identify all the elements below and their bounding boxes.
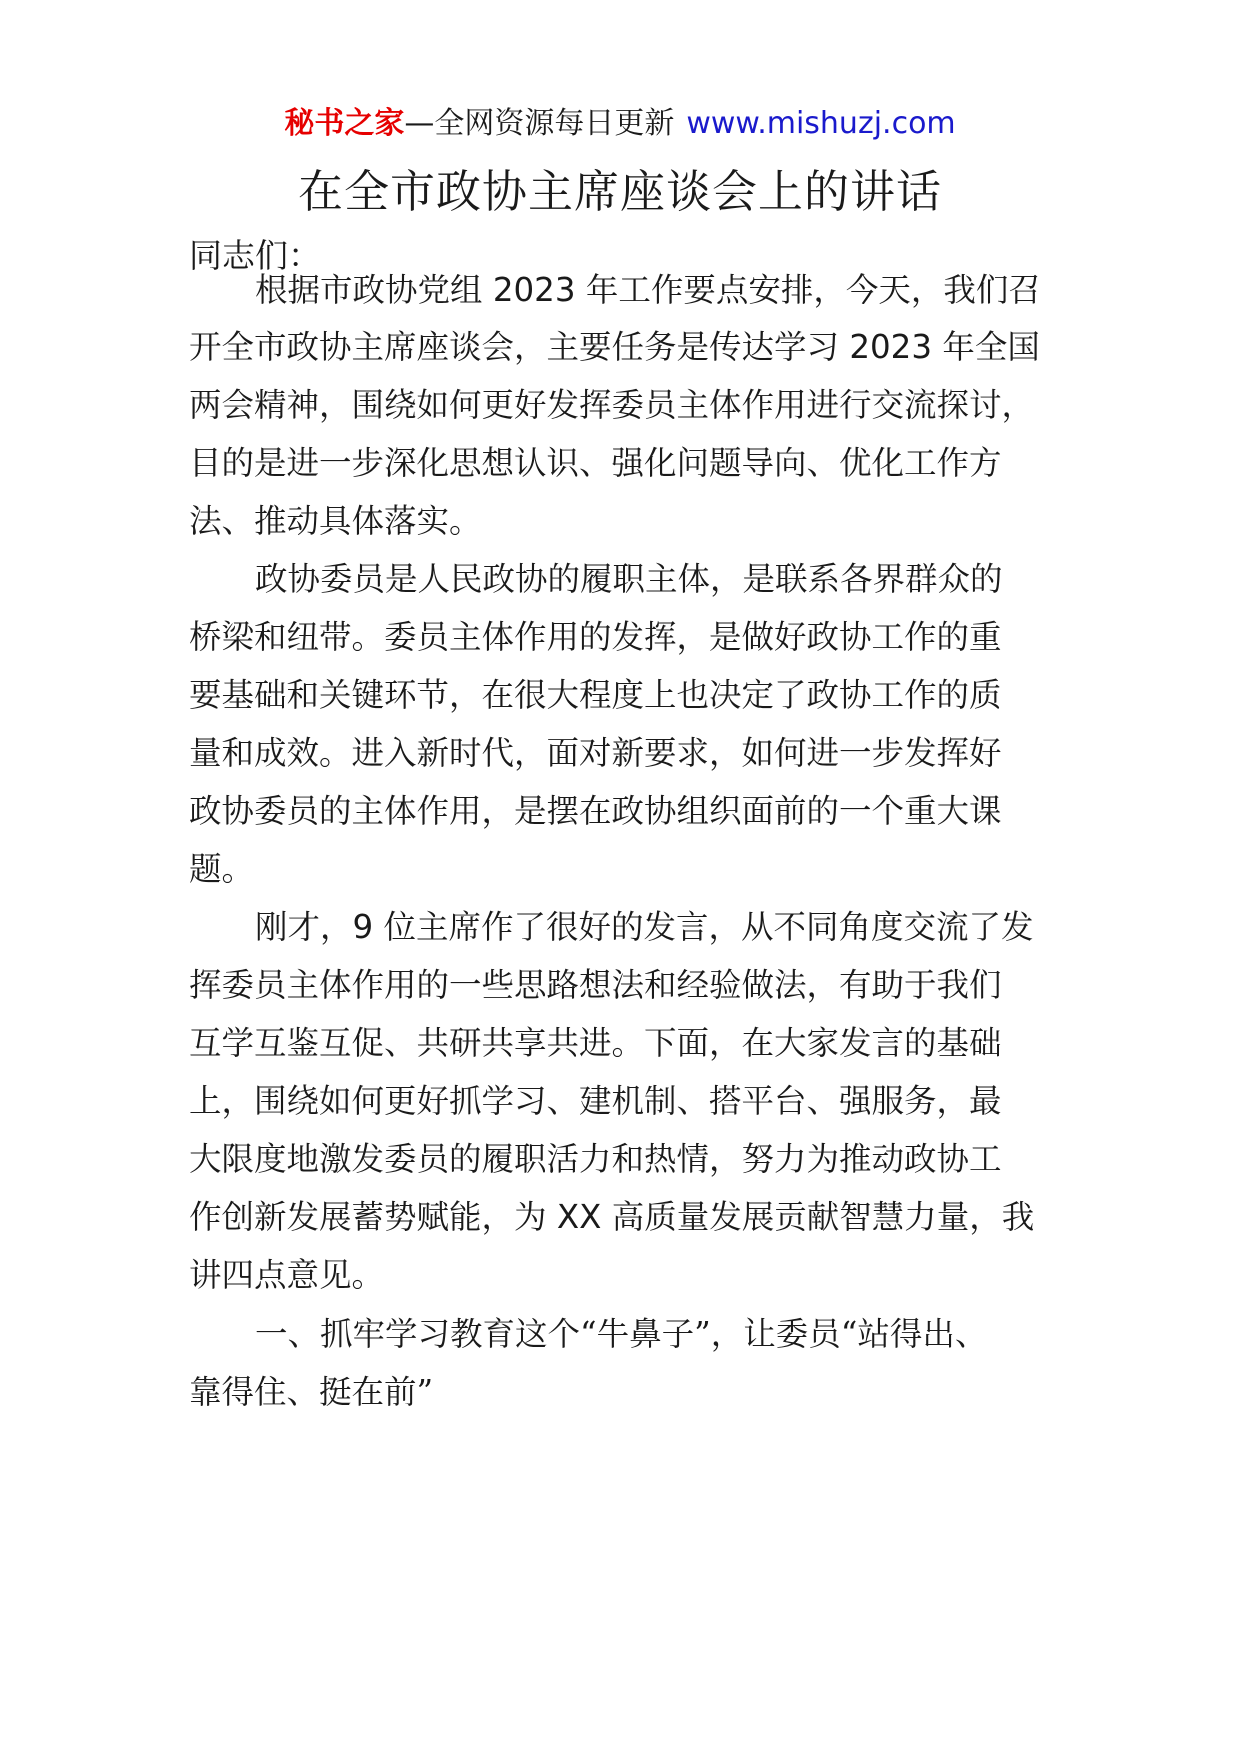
site-tagline: —全网资源每日更新 [404,106,675,141]
paragraph-2-line-2: 桥梁和纽带。委员主体作用的发挥，是做好政协工作的重 [189,618,1002,656]
paragraph-2-line-1: 政协委员是人民政协的履职主体，是联系各界群众的 [255,560,1003,598]
paragraph-3-line-7: 讲四点意见。 [189,1256,385,1294]
paragraph-2-line-6: 题。 [189,850,255,888]
site-brand: 秘书之家 [284,106,405,141]
site-banner [0,104,1240,144]
paragraph-3-line-1: 刚才，9 位主席作了很好的发言，从不同角度交流了发 [255,908,1034,946]
salutation: 同志们： [189,236,321,275]
paragraph-3-line-2: 挥委员主体作用的一些思路想法和经验做法，有助于我们 [189,966,1002,1004]
paragraph-1-line-1: 根据市政协党组 2023 年工作要点安排，今天，我们召 [255,271,1041,309]
paragraph-1-line-4: 目的是进一步深化思想认识、强化问题导向、优化工作方 [189,444,1002,482]
paragraph-1-line-2: 开全市政协主席座谈会，主要任务是传达学习 2023 年全国 [189,328,1040,366]
paragraph-3-line-3: 互学互鉴互促、共研共享共进。下面，在大家发言的基础 [189,1024,1002,1062]
paragraph-3-line-4: 上，围绕如何更好抓学习、建机制、搭平台、强服务，最 [189,1082,1002,1120]
site-url-link[interactable]: www.mishuzj.com [686,106,956,141]
section-heading-line-2: 靠得住、挺在前” [189,1373,434,1411]
paragraph-3-line-6: 作创新发展蓄势赋能，为 XX 高质量发展贡献智慧力量，我 [189,1198,1035,1236]
paragraph-2-line-5: 政协委员的主体作用，是摆在政协组织面前的一个重大课 [189,792,1002,830]
paragraph-1-line-3: 两会精神，围绕如何更好发挥委员主体作用进行交流探讨， [189,386,1035,424]
paragraph-2-line-4: 量和成效。进入新时代，面对新要求，如何进一步发挥好 [189,734,1002,772]
paragraph-1-line-5: 法、推动具体落实。 [189,502,482,540]
section-heading-line-1: 一、抓牢学习教育这个“牛鼻子”，让委员“站得出、 [255,1315,988,1353]
paragraph-3-line-5: 大限度地激发委员的履职活力和热情，努力为推动政协工 [189,1140,1002,1178]
paragraph-2-line-3: 要基础和关键环节，在很大程度上也决定了政协工作的质 [189,676,1002,714]
document-title: 在全市政协主席座谈会上的讲话 [297,165,942,218]
